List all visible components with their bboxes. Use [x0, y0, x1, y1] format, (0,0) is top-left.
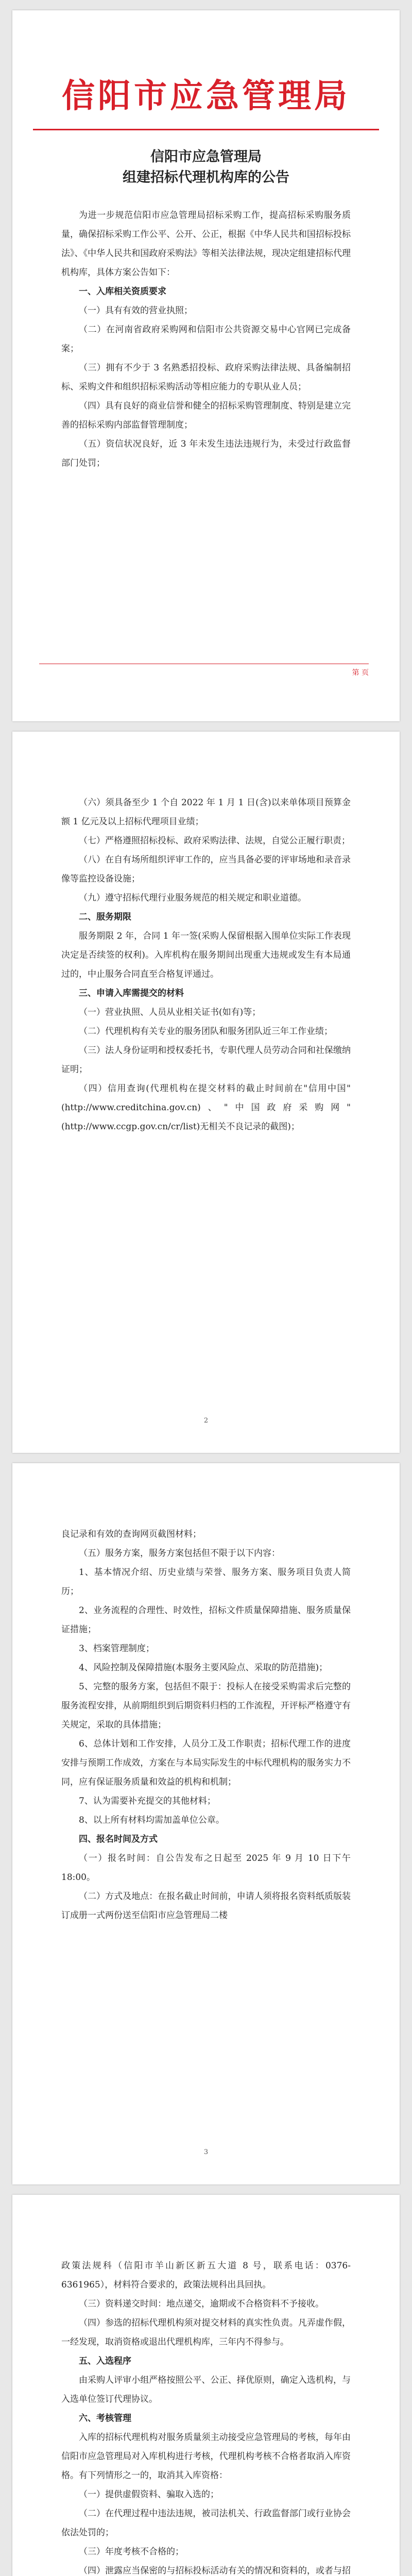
list-item: （一）报名时间：自公告发布之日起至 2025 年 9 月 10 日下午 18:00。: [61, 1853, 351, 1883]
list-item: （一）营业执照、人员从业相关证书(如有)等；: [79, 1007, 261, 1018]
list-item: （二）代理机构有关专业的服务团队和服务团队近三年工作业绩；: [79, 1026, 333, 1037]
red-masthead: 信阳市应急管理局: [62, 77, 350, 115]
page-number: 3: [203, 2148, 209, 2156]
document-page-4: [12, 2195, 400, 2576]
list-item: （五）服务方案，服务方案包括但不限于以下内容：: [79, 1548, 280, 1558]
intro-paragraph: 为进一步规范信阳市应急管理局招标采购工作，提高招标采购服务质量，确保招标采购工作公平、公开、公正，根据《中华人民共和国招标投标法》、《中华人民共和国政府采购法》等相关法律法规，现决定组建招标代理机构库，具体方案公告如下：: [61, 210, 351, 278]
list-item: （四）参选的招标代理机构须对提交材料的真实性负责。凡弄虚作假，一经发现，取消资格或退出代理机构库，三年内不得参与。: [61, 2318, 351, 2347]
document-page-2: [12, 732, 400, 1453]
list-item: （五）资信状况良好，近 3 年未发生违法违规行为，未受过行政监督部门处罚；: [61, 439, 351, 468]
list-item: （二）在代理过程中违法违规，被司法机关、行政监督部门或行业协会依法处罚的；: [61, 2509, 351, 2538]
continuation-text: 政策法规科（信阳市羊山新区新五大道 8 号，联系电话：0376-6361965），材料符合要求的，政策法规科出具回执。: [61, 2261, 351, 2290]
section-heading: 五、入选程序: [79, 2356, 131, 2366]
list-item: （三）年度考核不合格的；: [79, 2547, 184, 2557]
list-item: （四）信用查询(代理机构在提交材料的截止时间前在"信用中国"(http://www.creditchina.gov.cn)、"中国政府采购网"(http://www.ccgp.gov.cn/cr/list)无相关不良记录的截图)；: [61, 1083, 351, 1132]
list-item: （一）具有有效的营业执照；: [79, 306, 193, 316]
section-paragraph: 服务期限 2 年，合同 1 年一签(采购人保留根据入围单位实际工作表现决定是否续签的权利)。入库机构在服务期间出现重大违规或发生有本局通过的，中止服务合同直至合格复评通过。: [61, 931, 351, 979]
list-item: 8、以上所有材料均需加盖单位公章。: [79, 1815, 225, 1825]
title-line-1: 信阳市应急管理局: [150, 149, 262, 165]
section-heading: 四、报名时间及方式: [79, 1834, 158, 1844]
list-item: 5、完整的服务方案，包括但不限于：投标人在接受采购需求后完整的服务流程安排，从前期组织到后期资料归档的工作流程，开评标严格遵守有关规定，采取的具体措施；: [61, 1682, 351, 1730]
list-item: 7、认为需要补充提交的其他材料；: [79, 1796, 216, 1806]
continuation-text: 良记录和有效的查询网页截图材料；: [61, 1529, 201, 1539]
page1-body: [61, 206, 351, 473]
section-paragraph: 由采购人评审小组严格按照公平、公正、择优原则，确定入选机构，与入选单位签订代理协议。: [61, 2375, 351, 2404]
page3-body: [61, 1525, 351, 1925]
list-item: （六）须具备至少 1 个自 2022 年 1 月 1 日(含)以来单体项目预算金额 1 亿元及以上招标代理项目业绩；: [61, 798, 351, 827]
list-item: （四）具有良好的商业信誉和健全的招标采购管理制度、特别是建立完善的招标采购内部监督管理制度；: [61, 401, 351, 430]
page-number: 2: [203, 1417, 209, 1425]
document-title: [12, 147, 400, 188]
section-paragraph: 入库的招标代理机构对服务质量须主动接受应急管理局的考核，每年由信阳市应急管理局对入库机构进行考核，代理机构考核不合格者取消入库资格。有下列情形之一的，取消其入库资格：: [61, 2432, 351, 2481]
list-item: （四）泄露应当保密的与招标投标活动有关的情况和资料的，或者与招: [79, 2566, 351, 2576]
list-item: （七）严格遵照招标投标、政府采购法律、法规，自觉公正履行职责；: [79, 836, 350, 846]
page2-body: [61, 793, 351, 1137]
list-item: （八）在自有场所组织评审工作的，应当具备必要的评审场地和录音录像等监控设备设施；: [61, 855, 351, 884]
list-item: 4、风险控制及保障措施(本服务主要风险点、采取的防范措施)；: [79, 1663, 328, 1673]
list-item: （二）方式及地点：在报名截止时间前，申请人须将报名资料纸质版装订成册一式两份送至信阳市应急管理局二楼: [61, 1891, 351, 1921]
list-item: （一）提供虚假资料、骗取入选的；: [79, 2489, 219, 2500]
list-item: （三）拥有不少于 3 名熟悉招投标、政府采购法律法规、具备编制招标、采购文件和组织招标采购活动等相应能力的专职从业人员；: [61, 363, 351, 392]
list-item: 3、档案管理制度；: [79, 1643, 154, 1654]
document-page-1: [12, 10, 400, 721]
section-heading: 二、服务期限: [79, 912, 131, 922]
section-heading: 一、入库相关资质要求: [79, 286, 166, 297]
list-item: （三）法人身份证明和授权委托书，专职代理人员劳动合同和社保缴纳证明；: [61, 1045, 351, 1075]
section-heading: 六、考核管理: [79, 2413, 131, 2424]
page4-body: [61, 2257, 351, 2576]
masthead-rule: [33, 129, 379, 130]
list-item: 2、业务流程的合理性、时效性，招标文件质量保障措施、服务质量保证措施；: [61, 1605, 351, 1635]
list-item: （九）遵守招标代理行业服务规范的相关规定和职业道德。: [79, 893, 306, 903]
title-line-2: 组建招标代理机构库的公告: [123, 170, 289, 185]
list-item: 1、基本情况介绍、历史业绩与荣誉、服务方案、服务项目负责人简历；: [61, 1567, 351, 1597]
list-item: （三）资料递交时间：地点递交，逾期或不合格资料不予接收。: [79, 2299, 324, 2309]
list-item: 6、总体计划和工作安排，人员分工及工作职责；招标代理工作的进度安排与预期工作成效，方案在与本局实际发生的中标代理机构的服务实力不同，应有保证服务质量和效益的机构和机制；: [61, 1739, 351, 1787]
page-footer-label: 第 页: [39, 664, 369, 677]
document-page-3: [12, 1463, 400, 2184]
list-item: （二）在河南省政府采购网和信阳市公共资源交易中心官网已完成备案；: [61, 325, 351, 354]
section-heading: 三、申请入库需提交的材料: [79, 988, 184, 998]
